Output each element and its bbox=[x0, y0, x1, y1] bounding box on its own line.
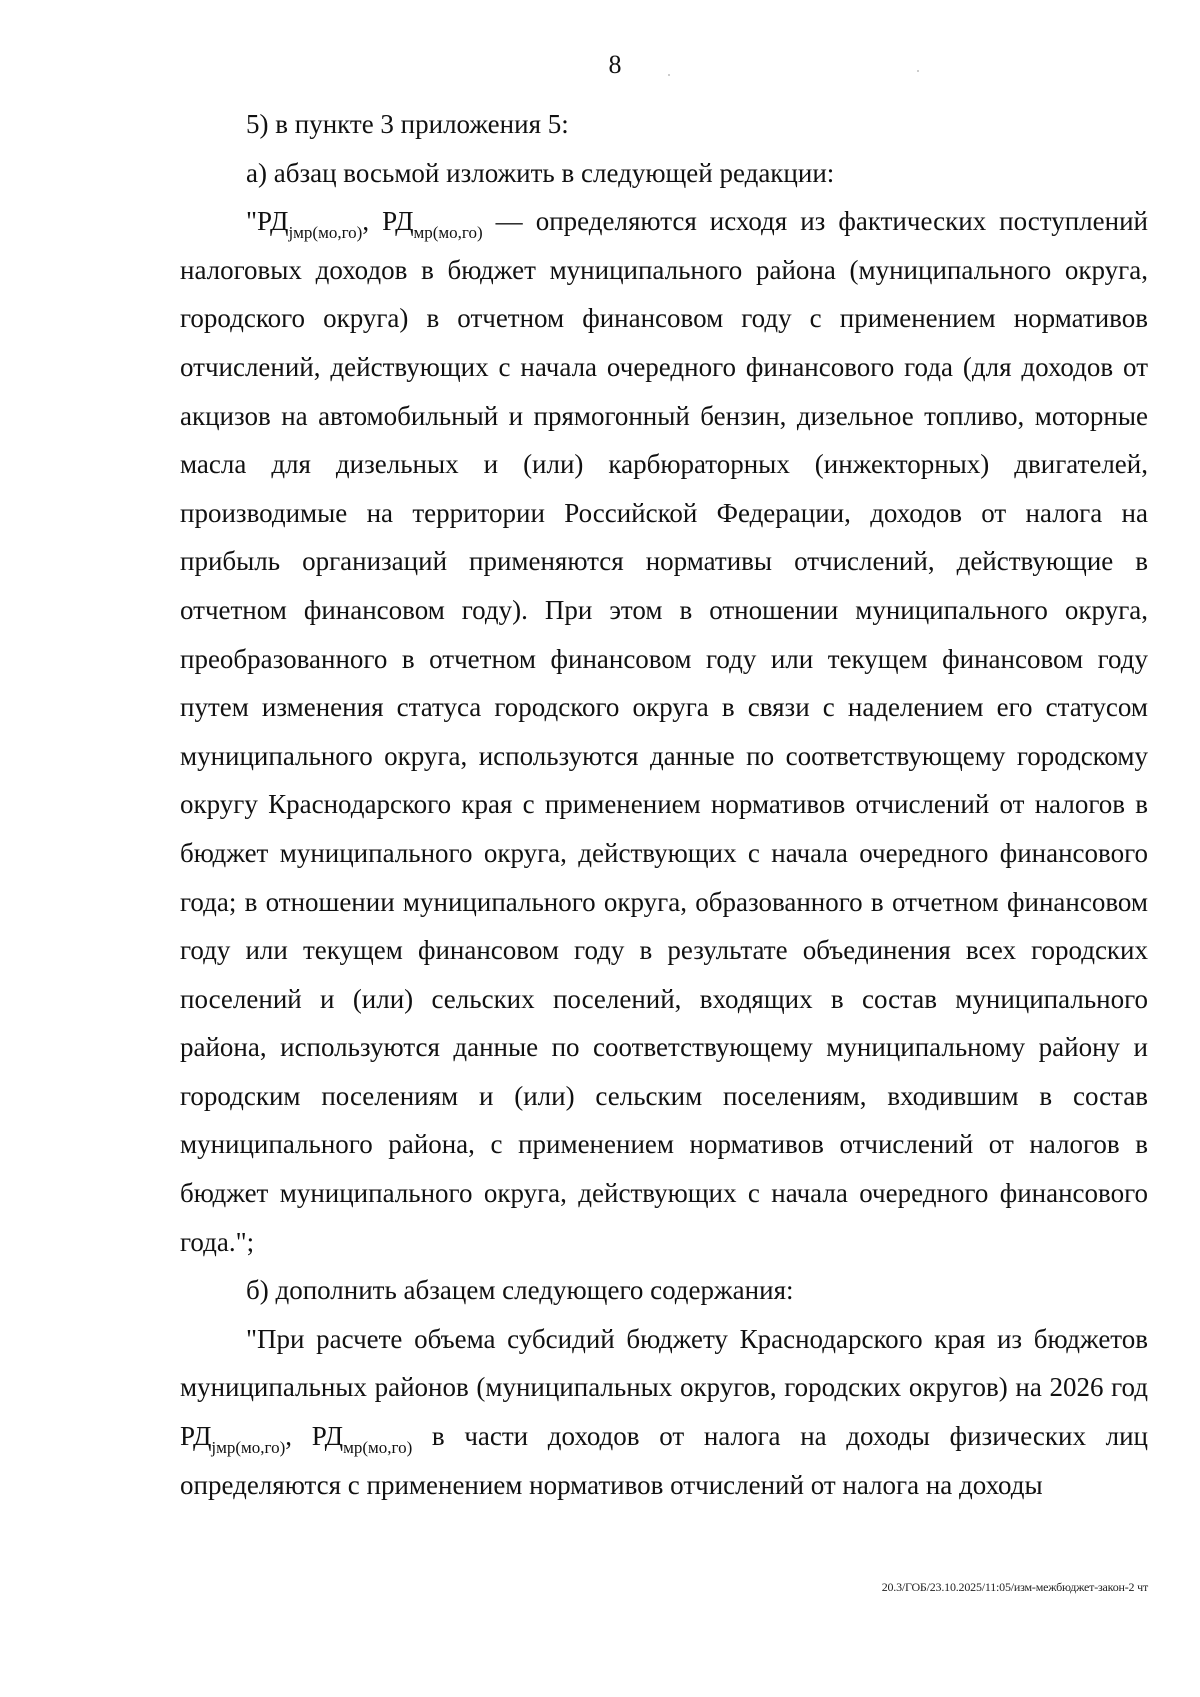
document-footer-code: 20.3/ГОБ/23.10.2025/11:05/изм-межбюджет-закон-2 чт bbox=[881, 1580, 1148, 1594]
rd-subscript-mr: мр(мо,го) bbox=[413, 223, 483, 243]
scan-speck bbox=[668, 74, 670, 76]
rd-subscript-jmr: jмр(мо,го) bbox=[211, 1438, 286, 1458]
rd-subscript-mr: мр(мо,го) bbox=[343, 1438, 413, 1458]
document-body bbox=[180, 100, 1148, 1509]
paragraph-item-5: 5) в пункте 3 приложения 5: bbox=[246, 109, 569, 139]
rd-separator: , РД bbox=[362, 206, 414, 237]
rd-subscript-jmr: jмр(мо,го) bbox=[288, 223, 363, 243]
rd-definition-text: — определяются исходя из фактических поступлений налоговых доходов в бюджет муниципального района (муниципального округа, городского округа) в отчетном финансовом году с применением нормативов отчислений, действующих с начала очередного финансового года (для доходов от акцизов на автомобильный и прямогонный бензин, дизельное топливо, моторные масла для дизельных и (или) карбюраторных (инжекторных) двигателей, производимые на территории Российской Федерации, доходов от налога на прибыль организаций применяются нормативы отчислений, действующие в отчетном финансовом году). При этом в отношении муниципального округа, преобразованного в отчетном финансовом году или текущем финансовом году путем изменения статуса городского округа в связи с наделением его статусом муниципального округа, используются данные по соответствующему городскому округу Краснодарского края с применением нормативов отчислений от налогов в бюджет муниципального округа, действующих с начала очередного финансового года; в отношении муниципального округа, образованного в отчетном финансовом году или текущем финансовом году в результате объединения всех городских поселений и (или) сельских поселений, входящих в состав муниципального района, используются данные по соответствующему муниципальному району и городским поселениям и (или) сельским поселениям, входившим в состав муниципального района, с применением нормативов отчислений от налогов в бюджет муниципального округа, действующих с начала очередного финансового года."; bbox=[180, 206, 1148, 1257]
paragraph-subitem-b: б) дополнить абзацем следующего содержания: bbox=[246, 1275, 794, 1306]
paragraph-subsidy-calculation bbox=[180, 1315, 1148, 1509]
rd-symbol: "РД bbox=[246, 206, 289, 237]
rd-separator: , РД bbox=[285, 1421, 344, 1452]
subsidy-tail-text: в части доходов от налога на доходы физических лиц определяются с применением нормативов отчислений от налога на доходы bbox=[180, 1421, 1148, 1500]
scan-speck bbox=[917, 70, 919, 72]
paragraph-rd-definition bbox=[180, 197, 1148, 1266]
page-number: 8 bbox=[608, 50, 622, 79]
subsidy-lead-text: "При расчете объема субсидий бюджету Краснодарского края из бюджетов муниципальных районов (муниципальных округов, городских округов) на 2026 год РД bbox=[180, 1323, 1148, 1452]
paragraph-subitem-a: а) абзац восьмой изложить в следующей редакции: bbox=[246, 157, 835, 188]
